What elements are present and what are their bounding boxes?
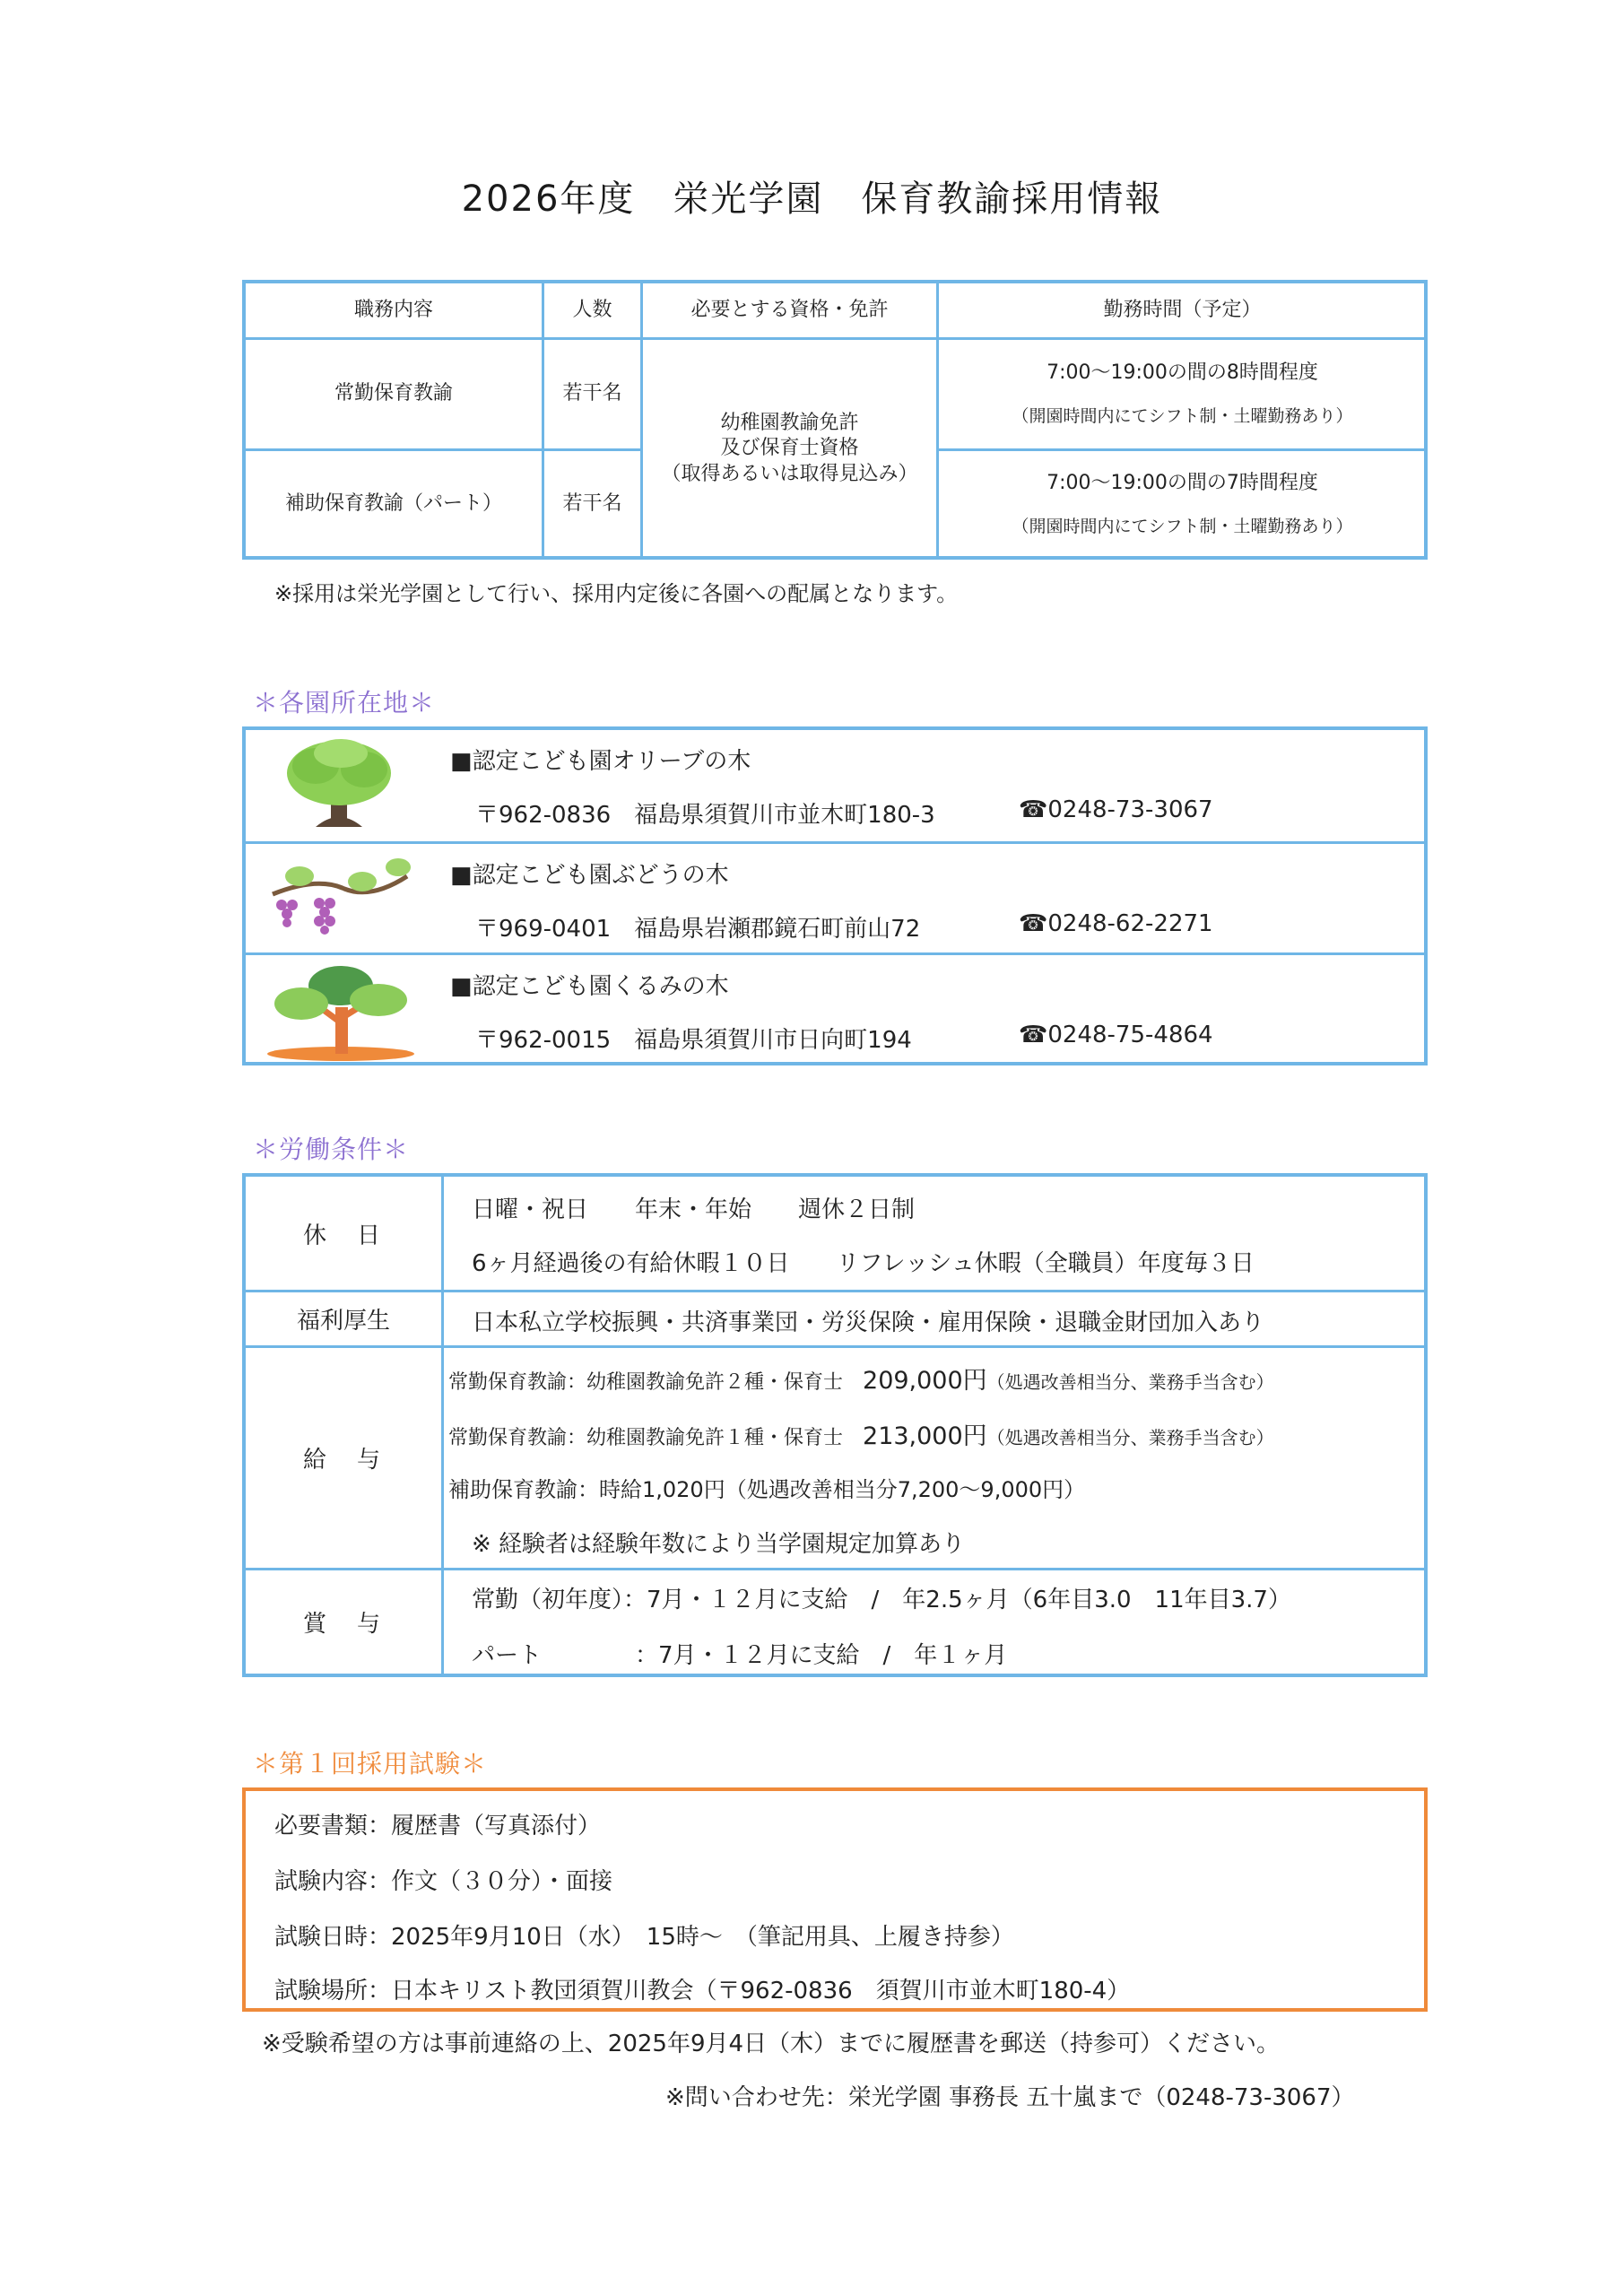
salary-line [448,1361,1274,1396]
row1-hours-note: （開園時間内にてシフト制・土曜勤務あり） [1012,406,1353,427]
location-address: 〒969-0401 福島県岩瀬郡鏡石町前山72 [475,916,921,943]
row1-hours [936,337,1426,448]
location-row [246,841,1424,952]
grape-vine-icon [264,849,416,950]
welfare-line: 日本私立学校振興・共済事業団・労災保険・雇用保険・退職金財団加入あり [472,1309,1265,1336]
bonus-row [246,1568,1424,1674]
location-address: 〒962-0836 福島県須賀川市並木町180-3 [475,802,935,829]
row1-role: 常勤保育教諭 [246,337,542,448]
bonus-line: パート ：7月・１２月に支給 / 年１ヶ月 [472,1642,1008,1669]
qualification-line: （取得あるいは取得見込み） [661,462,918,485]
row1-count: 若干名 [542,337,640,448]
location-phone: ☎0248-62-2271 [1019,910,1213,937]
holidays-row [246,1177,1424,1290]
salary-note: （処遇改善相当分7,200～9,000円） [725,1477,1086,1502]
qualification-cell [640,337,936,558]
location-address: 〒962-0015 福島県須賀川市日向町194 [475,1027,912,1054]
holidays-line: 日曜・祝日 年末・年始 週休２日制 [472,1196,916,1223]
holidays-label: 休 日 [246,1177,444,1290]
locations-heading: ＊各園所在地＊ [253,688,436,718]
salary-line-main: 補助保育教諭：時給1,020円 [448,1477,725,1502]
location-phone: ☎0248-75-4864 [1019,1022,1213,1048]
welfare-row [246,1290,1424,1345]
salary-note: （処遇改善相当分、業務手当含む） [986,1371,1274,1393]
qualification-line: 幼稚園教諭免許 [720,411,859,434]
application-note: ※受験希望の方は事前連絡の上、2025年9月4日（木）までに履歴書を郵送（持参可）ください。 [262,2031,1281,2057]
labor-heading: ＊労働条件＊ [253,1135,410,1164]
salary-line-main: 常勤保育教諭：幼稚園教諭免許２種・保育士 [448,1371,864,1394]
contact-info: ※問い合わせ先：栄光学園 事務長 五十嵐まで（0248-73-3067） [665,2084,1355,2111]
salary-line [448,1472,1085,1503]
page-title: 2026年度 栄光学園 保育教諭採用情報 [461,178,1163,220]
exam-box [242,1787,1428,2012]
row2-count: 若干名 [542,448,640,558]
header-count: 人数 [542,283,640,337]
location-name: ■認定こども園くるみの木 [450,973,729,1000]
row2-hours-text: 7:00～19:00の間の7時間程度 [1046,471,1318,494]
bonus-line: 常勤（初年度）：7月・１２月に支給 / 年2.5ヶ月（6年目3.0 11年目3.7） [472,1587,1291,1613]
salary-amount: 213,000円 [863,1422,987,1450]
locations-box [242,726,1428,1065]
exam-content: 試験内容：作文（３０分）・面接 [274,1868,613,1895]
salary-extra-note: ※ 経験者は経験年数により当学園規定加算あり [472,1531,966,1558]
qualification-line: 及び保育士資格 [720,437,859,460]
row1-hours-text: 7:00～19:00の間の8時間程度 [1046,361,1318,384]
location-row [246,730,1424,841]
header-hours: 勤務時間（予定） [936,283,1426,337]
row2-role: 補助保育教諭（パート） [246,448,542,558]
olive-tree-icon [264,735,416,836]
row2-hours [936,448,1426,558]
header-qualification: 必要とする資格・免許 [640,283,936,337]
salary-line [448,1416,1274,1451]
salary-row [246,1345,1424,1568]
salary-label: 給 与 [246,1348,444,1568]
location-phone: ☎0248-73-3067 [1019,796,1213,823]
location-name: ■認定こども園ぶどうの木 [450,862,729,889]
assignment-note: ※採用は栄光学園として行い、採用内定後に各園への配属となります。 [274,581,959,606]
labor-table [242,1173,1428,1677]
holidays-line: 6ヶ月経過後の有給休暇１０日 リフレッシュ休暇（全職員）年度毎３日 [472,1250,1255,1277]
exam-venue: 試験場所：日本キリスト教団須賀川教会（〒962-0836 須賀川市並木町180-4） [274,1978,1131,2005]
location-name: ■認定こども園オリーブの木 [450,748,751,775]
job-table [242,280,1428,560]
header-role: 職務内容 [353,298,433,321]
salary-line-main: 常勤保育教諭：幼稚園教諭免許１種・保育士 [448,1427,864,1449]
row2-hours-note: （開園時間内にてシフト制・土曜勤務あり） [1012,517,1353,537]
exam-datetime: 試験日時：2025年9月10日（水） 15時～ （筆記用具、上履き持参） [274,1924,1014,1951]
exam-heading: ＊第１回採用試験＊ [253,1749,488,1779]
location-row [246,952,1424,1062]
exam-documents: 必要書類：履歴書（写真添付） [274,1813,602,1839]
salary-amount: 209,000円 [863,1367,987,1395]
salary-note: （処遇改善相当分、業務手当含む） [986,1427,1274,1448]
bonus-label: 賞 与 [246,1570,444,1674]
walnut-tree-icon [264,961,416,1061]
welfare-label: 福利厚生 [246,1292,444,1345]
